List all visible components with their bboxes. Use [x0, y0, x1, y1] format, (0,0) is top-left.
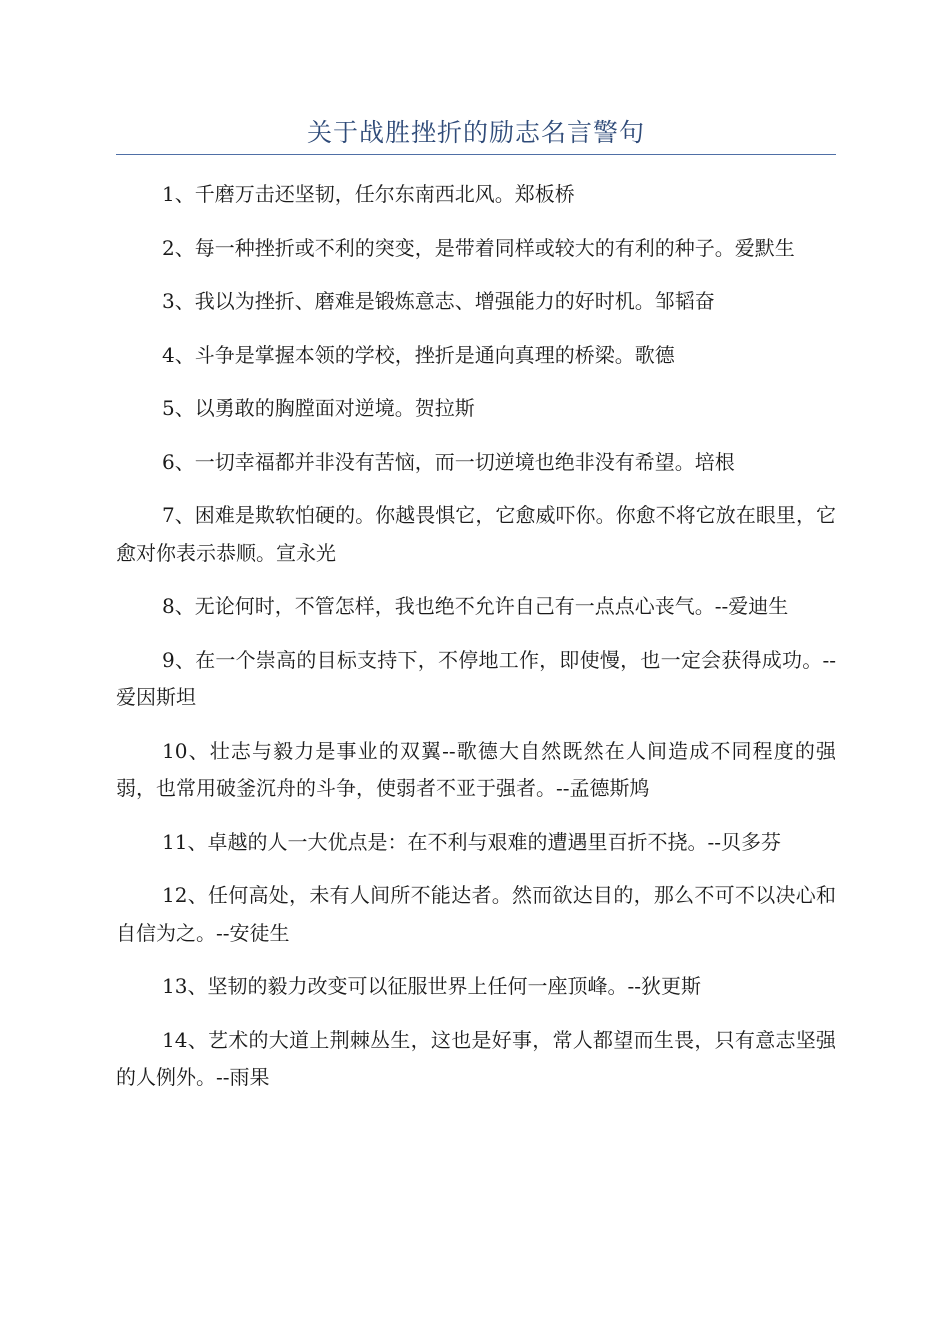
quote-paragraph-7: 7、困难是欺软怕硬的。你越畏惧它，它愈威吓你。你愈不将它放在眼里，它愈对你表示恭顺。宣永光: [116, 503, 836, 565]
quote-paragraph-2: 2、每一种挫折或不利的突变，是带着同样或较大的有利的种子。爱默生: [162, 235, 795, 260]
quote-paragraph-5: 5、以勇敢的胸膛面对逆境。贺拉斯: [162, 396, 475, 420]
quote-paragraph-14: 14、艺术的大道上荆棘丛生，这也是好事，常人都望而生畏，只有意志坚强的人例外。--雨果: [116, 1027, 836, 1089]
quote-paragraph-12: 12、任何高处，未有人间所不能达者。然而欲达目的，那么不可不以决心和自信为之。--安徒生: [116, 883, 836, 945]
quote-paragraph-9: 9、在一个崇高的目标支持下，不停地工作，即使慢，也一定会获得成功。--爱因斯坦: [116, 647, 836, 709]
quote-paragraph-13: 13、坚韧的毅力改变可以征服世界上任何一座顶峰。--狄更斯: [162, 974, 701, 998]
quote-paragraph-8: 8、无论何时，不管怎样，我也绝不允许自己有一点点心丧气。--爱迪生: [162, 594, 789, 618]
quote-paragraph-1: 1、千磨万击还坚韧，任尔东南西北风。郑板桥: [162, 182, 575, 206]
quote-list: [116, 176, 836, 1113]
title-divider: [116, 154, 836, 155]
quote-paragraph-4: 4、斗争是掌握本领的学校，挫折是通向真理的桥梁。歌德: [162, 342, 675, 367]
quote-paragraph-11: 11、卓越的人一大优点是：在不利与艰难的遭遇里百折不挠。--贝多芬: [162, 829, 781, 854]
quote-paragraph-6: 6、一切幸福都并非没有苦恼，而一切逆境也绝非没有希望。培根: [162, 449, 735, 474]
document-title: 关于战胜挫折的励志名言警句: [306, 118, 645, 147]
quote-paragraph-3: 3、我以为挫折、磨难是锻炼意志、增强能力的好时机。邹韬奋: [162, 289, 715, 313]
document-page: [116, 0, 836, 1344]
quote-paragraph-10: 10、壮志与毅力是事业的双翼--歌德大自然既然在人间造成不同程度的强弱，也常用破釜沉舟的斗争，使弱者不亚于强者。--孟德斯鸠: [116, 738, 836, 800]
